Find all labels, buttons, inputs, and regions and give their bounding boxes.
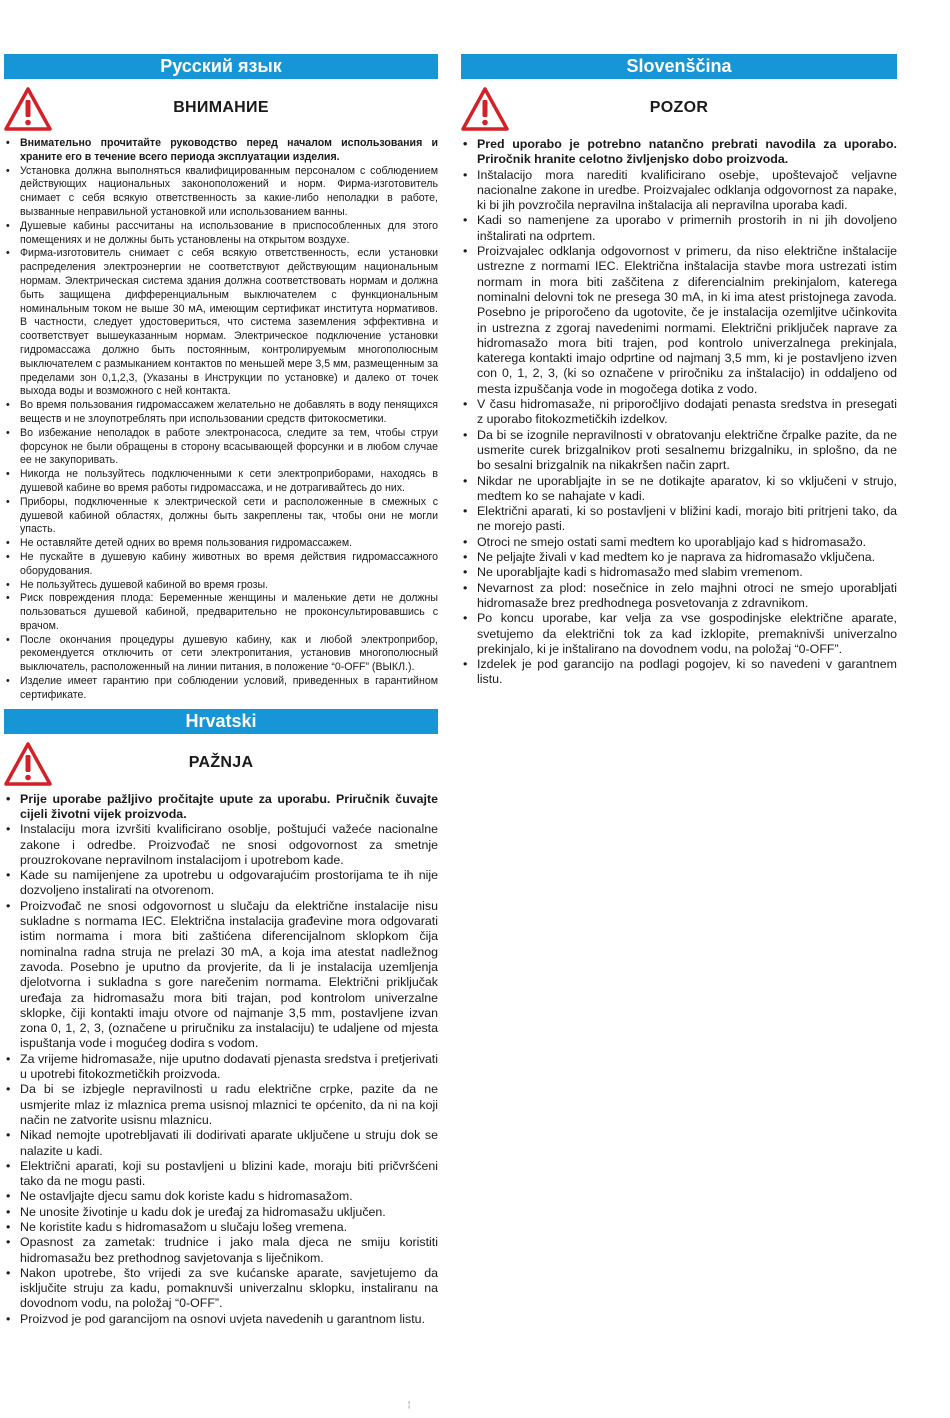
list-item: • Ne uporabljajte kadi s hidromasažo med slabim vremenom.	[461, 565, 897, 580]
left-column	[4, 54, 438, 1327]
list-item: • Никогда не пользуйтесь подключенными к сети электроприборами, находясь в душевой кабине во время работы гидромассажа, и не дотрагивайтесь до них.	[4, 468, 438, 496]
language-header-slovenian: Slovenščina	[461, 54, 897, 79]
list-item: • Установка должна выполняться квалифицированным персоналом с соблюдением действующих национальных законоположений и норм. Фирма-изготовитель снимает с себя всякую ответственность за какие-либо неполадки в работе, вызванные неправильной установкой или использованием ванны.	[4, 165, 438, 220]
warning-list	[4, 792, 438, 1327]
section-russian	[4, 54, 438, 703]
list-item: • V času hidromasaže, ni priporočljivo dodajati penasta sredstva in presegati z uporabo fitokozmetičkih izdelkov.	[461, 397, 897, 428]
warning-title: PAŽNJA	[188, 753, 254, 771]
list-item: • Nikdar ne uporabljajte in se ne dotikajte aparatov, ki so vključeni v strujo, medtem ko se nahajate v kadi.	[461, 474, 897, 505]
list-item: • Inštalacijo mora narediti kvalificirano osebje, upoštevajoč veljavne nacionalne zakone in uredbe. Proizvajalec odklanja odgovornost za napake, ki bi jih povzročila nepravilna inštalacija ali nepravilna uporaba kadi.	[461, 168, 897, 214]
list-item: • Da bi se izognile nepravilnosti v obratovanju električne črpalke pazite, da ne usmerite curek brizgalnikov proti sesalnemu brizgalniku, in splošno, da ne bo sesalni brizgalnik na nikakršen način zaprt.	[461, 428, 897, 474]
list-item: • Instalaciju mora izvršiti kvalificirano osoblje, poštujući važeće nacionalne zakone i odredbe. Proizvođač ne snosi odgovornost za smetnje prouzrokovane nepravilnom instalacijom i upotrebom kade.	[4, 822, 438, 868]
warning-list	[461, 137, 897, 688]
warning-title: ВНИМАНИЕ	[173, 99, 269, 116]
language-header-russian: Русский язык	[4, 54, 438, 79]
language-header-croatian: Hrvatski	[4, 709, 438, 734]
list-item: • Приборы, подключенные к электрической сети и расположенные в смежных с душевой кабиной областях, должны быть закреплены так, чтобы они не могли упасть.	[4, 496, 438, 537]
warning-row	[4, 742, 438, 792]
list-item: • Ne unosite životinje u kadu dok je uređaj za hidromasažu uključen.	[4, 1205, 438, 1220]
list-item: • Kadi so namenjene za uporabo v primernih prostorih in ni jih dovoljeno inštalirati na odprtem.	[461, 213, 897, 244]
list-item: • Proizvođač ne snosi odgovornost u slučaju da električne instalacije nisu sukladne s normama IEC. Električna instalacija građevine mora odgovarati istim normama i mora biti zaštićena diferencijalnom sklopkom čija nominalna radna struja ne prelazi 30 mA, a koja ima atestat nadležnog zavoda. Posebno je uputno da provjerite, da li je instalacija uzemljenja djelotvorna i sukladna s gore narečenim normama. Električni priključak uređaja za hidromasažu mora biti trajan, pod kontrolom univerzalne sklopke, čiji kontakti imaju otvore od najmanje 3,5 mm, postavljene izvan zona 0, 1, 2, 3, (označene u priručniku za instalaciju) te udaljene od mjesta ispuštanja vode i mogućeg dodira s vodom.	[4, 899, 438, 1052]
warning-row	[461, 87, 897, 137]
list-item: • После окончания процедуры душевую кабину, как и любой электроприбор, рекомендуется отключить от сети электропитания, установив многополюсный выключатель, расположенный на линии питания, в положение “0-OFF” (ВЫКЛ.).	[4, 634, 438, 675]
list-item: • Не пускайте в душевую кабину животных во время действия гидромассажного оборудования.	[4, 551, 438, 579]
list-item: • Proizvod je pod garancijom na osnovi uvjeta navedenih u garantnom listu.	[4, 1312, 438, 1327]
list-item: • Риск повреждения плода: Беременные женщины и маленькие дети не должны пользоваться душевой кабиной, предварительно не проконсультировавшись с врачом.	[4, 592, 438, 633]
list-item: • Izdelek je pod garancijo na podlagi pogojev, ki so navedeni v garantnem listu.	[461, 657, 897, 688]
list-item: • Otroci ne smejo ostati sami medtem ko uporabljajo kad s hidromasažo.	[461, 535, 897, 550]
list-item: • Električni aparati, ki so postavljeni v bližini kadi, morajo biti pritrjeni tako, da ne morejo pasti.	[461, 504, 897, 535]
list-item: • Pred uporabo je potrebno natančno prebrati navodila za uporabo. Priročnik hranite celotno življenjsko dobo proizvoda.	[461, 137, 897, 168]
list-item: • Opasnost za zametak: trudnice i jako mala djeca ne smiju koristiti hidromasažu bez prethodnog savjetovanja s liječnikom.	[4, 1235, 438, 1266]
list-item: • Po koncu uporabe, kar velja za vse gospodinjske električne aparate, svetujemo da električni tok za kad izklopite, premaknivši univerzalno prekinjalo, ki je inštalirano na dovodnem vodu, na položaj “0-OFF”.	[461, 611, 897, 657]
warning-row	[4, 87, 438, 137]
list-item: • Ne koristite kadu s hidromasažom u slučaju lošeg vremena.	[4, 1220, 438, 1235]
list-item: • Ne peljajte živali v kad medtem ko je naprava za hidromasažo vključena.	[461, 550, 897, 565]
list-item: • Во избежание неполадок в работе электронасоса, следите за тем, чтобы струи форсунок не были обращены в сторону всасывающей форсунки и в любом случае ее не закупоривать.	[4, 427, 438, 468]
warning-title: POZOR	[649, 99, 709, 116]
right-column	[461, 54, 897, 688]
warning-list	[4, 137, 438, 703]
section-slovenian	[461, 54, 897, 688]
list-item: • Proizvajalec odklanja odgovornost v primeru, da niso električne inštalacije ustrezne z normami IEC. Električna inštalacija stavbe mora ustrezati istim normam in mora biti zaščitena z diferencialnim prekinjalom, katerega nominalni delovni tok ne presega 30 mA, in ki ima atest pristojnega zavoda. Posebno je priporočeno da ugotovite, če je instalacija ozemljitve učinkovita in ustrezna z zgoraj navedenimi normami. Električni priključek naprave za hidromasažo mora biti trajen, pod kontrolo univerzalnega prekinjala, katerega kontakti imajo odprtine od najmanj 3,5 mm, ki je postavljeno izven con 0, 1, 2, 3, (ki so označene v priročniku za inštalacijo) in oddaljeno od mesta izpuščanja vode in mogočega dotika z vodo.	[461, 244, 897, 397]
list-item: • Nakon upotrebe, što vrijedi za sve kućanske aparate, savjetujemo da isključite struju za kadu, pomaknuvši univerzalnu sklopku, instaliranu na dovodnom vodu, na položaj “0-OFF”.	[4, 1266, 438, 1312]
section-croatian	[4, 709, 438, 1327]
list-item: • Električni aparati, koji su postavljeni u blizini kade, moraju biti pričvršćeni tako da ne mogu pasti.	[4, 1159, 438, 1190]
list-item: • Не пользуйтесь душевой кабиной во время грозы.	[4, 579, 438, 593]
list-item: • Nevarnost za plod: nosečnice in zelo majhni otroci ne smejo uporabljati hidromasaže brez predhodnega posvetovanja z zdravnikom.	[461, 581, 897, 612]
list-item: • Ne ostavljajte djecu samu dok koriste kadu s hidromasažom.	[4, 1189, 438, 1204]
list-item: • Во время пользования гидромассажем желательно не добавлять в воду пенящихся веществ и не злоупотреблять при использовании средств фитокосметики.	[4, 399, 438, 427]
list-item: • Prije uporabe pažljivo pročitajte upute za uporabu. Priručnik čuvajte cijeli životni vijek proizvoda.	[4, 792, 438, 823]
list-item: • Za vrijeme hidromasaže, nije uputno dodavati pjenasta sredstva i pretjerivati u upotrebi fitokozmetičkih proizvoda.	[4, 1052, 438, 1083]
list-item: • Душевые кабины рассчитаны на использование в приспособленных для этого помещениях и не должны быть установлены на открытом воздухе.	[4, 220, 438, 248]
list-item: • Внимательно прочитайте руководство перед началом использования и храните его в течение всего периода эксплуатации изделия.	[4, 137, 438, 165]
list-item: • Da bi se izbjegle nepravilnosti u radu električne crpke, pazite da ne usmjerite mlaz iz mlaznica prema usisnoj mlaznici te općenito, da ni na koji način ne zatvorite usisnu mlaznicu.	[4, 1082, 438, 1128]
list-item: • Kade su namijenjene za upotrebu u odgovarajućim prostorijama te ih nije dozvoljeno instalirati na otvorenom.	[4, 868, 438, 899]
list-item: • Nikad nemojte upotrebljavati ili dodirivati aparate uključene u struju dok se nalazite u kadi.	[4, 1128, 438, 1159]
list-item: • Изделие имеет гарантию при соблюдении условий, приведенных в гарантийном сертификате.	[4, 675, 438, 703]
page-mark: ¦	[408, 1400, 411, 1409]
list-item: • Фирма-изготовитель снимает с себя всякую ответственность, если установки распределения электроэнергии не соответствуют действующим национальным нормам. Электрическая система здания должна соответствовать нормам и должна быть защищена дифференциальным выключателем с функциональным номинальным током не выше 30 мА, имеющим сертификат института нормативов. В частности, следует удостовериться, что система заземления эффективна и соответствует вышеуказанным нормам. Электрическое подключение установки гидромассажа должно быть постоянным, контролируемым многополюсным выключателем с размыканием контактов по меньшей мере 3,5 мм, размещенным за пределами зон 0,1,2,3, (Указаны в Инструкции по установке) и далеко от точек выхода воды и возможного с ней контакта.	[4, 247, 438, 399]
list-item: • Не оставляйте детей одних во время пользования гидромассажем.	[4, 537, 438, 551]
